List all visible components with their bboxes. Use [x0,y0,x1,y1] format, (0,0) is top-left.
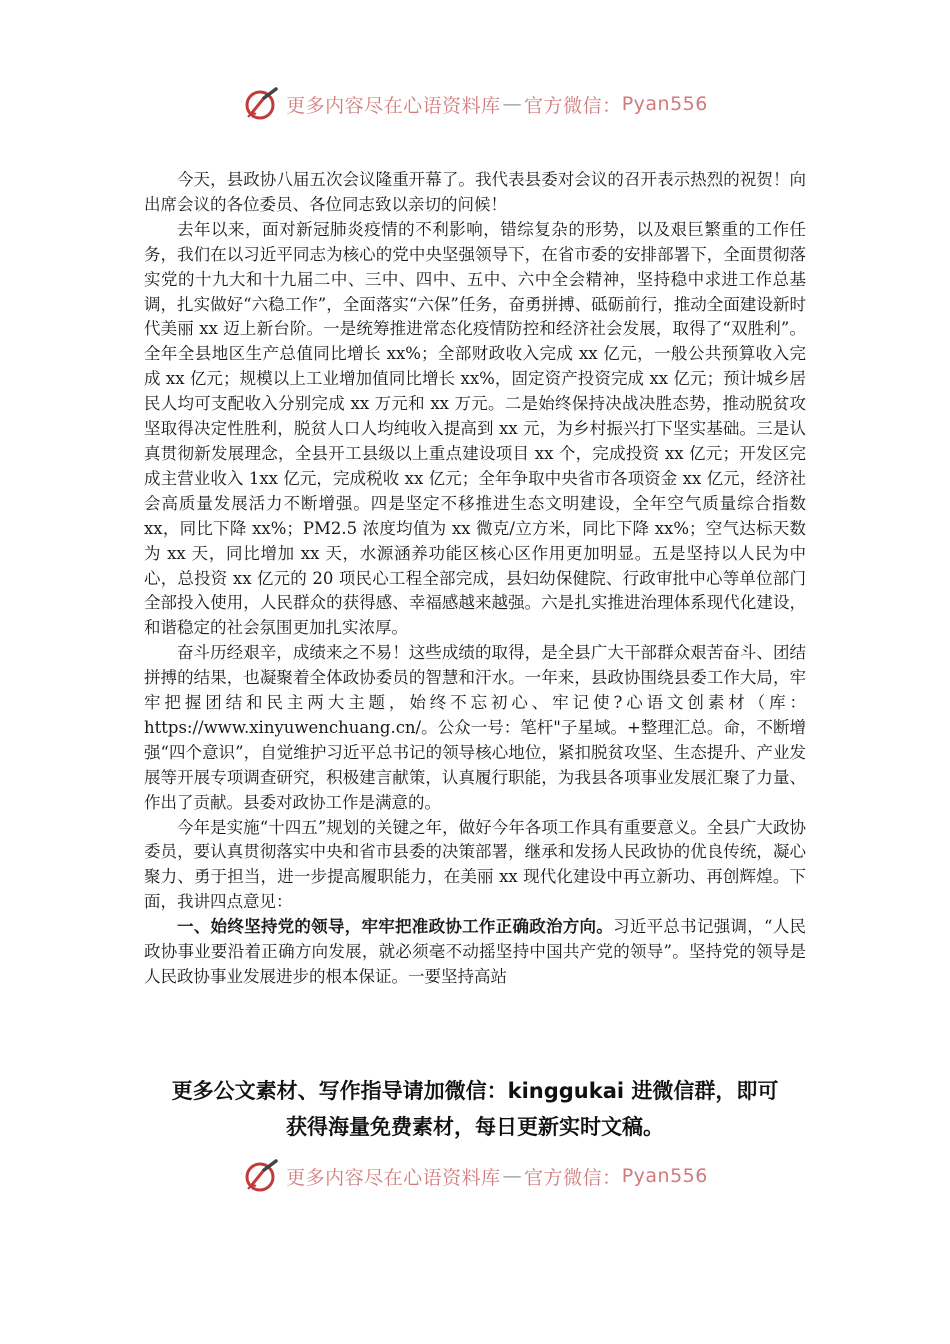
banner-label: 官方微信： [524,94,622,117]
paragraph-opening: 今天，县政协八届五次会议隆重开幕了。我代表县委对会议的召开表示热烈的祝贺！向出席会议的各位委员、各位同志致以亲切的问候！ [144,170,806,214]
banner-text: 更多内容尽在心语资料库 [286,1166,501,1189]
footer-banner [0,1154,950,1198]
banner-separator: — [502,93,523,115]
banner-text: 更多内容尽在心语资料库 [286,94,501,117]
banner-label: 官方微信： [524,1166,622,1189]
brush-logo-icon [242,1156,282,1196]
point-one-heading: 一、始终坚持党的领导，牢牢把准政协工作正确政治方向。 [177,917,614,937]
point-one-text: 习近平总书记强调，“人民政协事业要沿着正确方向发展，就必须毫不动摇坚持中国共产党的领导”。坚持党的领导是人民政协事业发展进步的根本保证。一要坚持高站 [144,917,807,986]
header-banner [0,82,950,126]
document-body [144,168,806,990]
promo-line-2: 获得海量免费素材，每日更新实时文稿。 [286,1115,664,1139]
paragraph-point-one [144,915,806,990]
paragraph-this-year: 今年是实施“十四五”规划的关键之年，做好今年各项工作具有重要意义。全县广大政协委员，要认真贯彻落实中央和省市县委的决策部署，继承和发扬人民政协的优良传统，凝心聚力、勇于担当，进一步提高履职能力，在美丽 xx 现代化建设中再立新功、再创辉煌。下面，我讲四点意见： [144,817,806,912]
promo-line-1: 更多公文素材、写作指导请加微信：kinggukai 进微信群，即可 [171,1079,779,1103]
banner-separator: — [502,1165,523,1187]
promo-notice [0,1073,950,1145]
paragraph-achievements: 去年以来，面对新冠肺炎疫情的不利影响，错综复杂的形势，以及艰巨繁重的工作任务，我们在以习近平同志为核心的党中央坚强领导下，在省市委的安排部署下，全面贯彻落实党的十九大和十九届二中、三中、四中、五中、六中全会精神，坚持稳中求进工作总基调，扎实做好“六稳工作”，全面落实“六保”任务，奋勇拼搏、砥砺前行，推动全面建设新时代美丽 xx 迈上新台阶。一是统筹推进常态化疫情防控和经济社会发展，取得了“双胜利”。全年全县地区生产总值同比增长 xx%；全部财政收入完成 xx 亿元，一般公共预算收入完成 xx 亿元；规模以上工业增加值同比增长 xx%，固定资产投资完成 xx 亿元；预计城乡居民人均可支配收入分别完成 xx 万元和 xx 万元。二是始终保持决战决胜态势，推动脱贫攻坚取得决定性胜利，脱贫人口人均纯收入提高到 xx 元，为乡村振兴打下坚实基础。三是认真贯彻新发展理念，全县开工县级以上重点建设项目 xx 个，完成投资 xx 亿元；开发区完成主营业收入 1xx 亿元，完成税收 xx 亿元；全年争取中央省市各项资金 xx 亿元，经济社会高质量发展活力不断增强。四是坚定不移推进生态文明建设，全年空气质量综合指数 xx，同比下降 xx%；PM2.5 浓度均值为 xx 微克/立方米，同比下降 xx%；空气达标天数为 xx 天，同比增加 xx 天，水源涵养功能区核心区作用更加明显。五是坚持以人民为中心，总投资 xx 亿元的 20 项民心工程全部完成，县妇幼保健院、行政审批中心等单位部门全部投入使用，人民群众的获得感、幸福感越来越强。六是扎实推进治理体系现代化建设，和谐稳定的社会氛围更加扎实浓厚。 [144,219,806,638]
brush-logo-icon [242,84,282,124]
banner-wechat-id: Pyan556 [621,1165,708,1187]
paragraph-acknowledgement: 奋斗历经艰辛，成绩来之不易！这些成绩的取得，是全县广大干部群众艰苦奋斗、团结拼搏的结果，也凝聚着全体政协委员的智慧和汗水。一年来，县政协围绕县委工作大局，牢牢把握团结和民主两大主题，始终不忘初心、牢记使?心语文创素材（库：https://www.xinyuwenchuang.cn/。公众一号：笔杆"子星域。+整理汇总。命，不断增强“四个意识”，自觉维护习近平总书记的领导核心地位，紧扣脱贫攻坚、生态提升、产业发展等开展专项调查研究，积极建言献策，认真履行职能，为我县各项事业发展汇聚了力量、作出了贡献。县委对政协工作是满意的。 [144,643,806,812]
banner-wechat-id: Pyan556 [621,93,708,115]
